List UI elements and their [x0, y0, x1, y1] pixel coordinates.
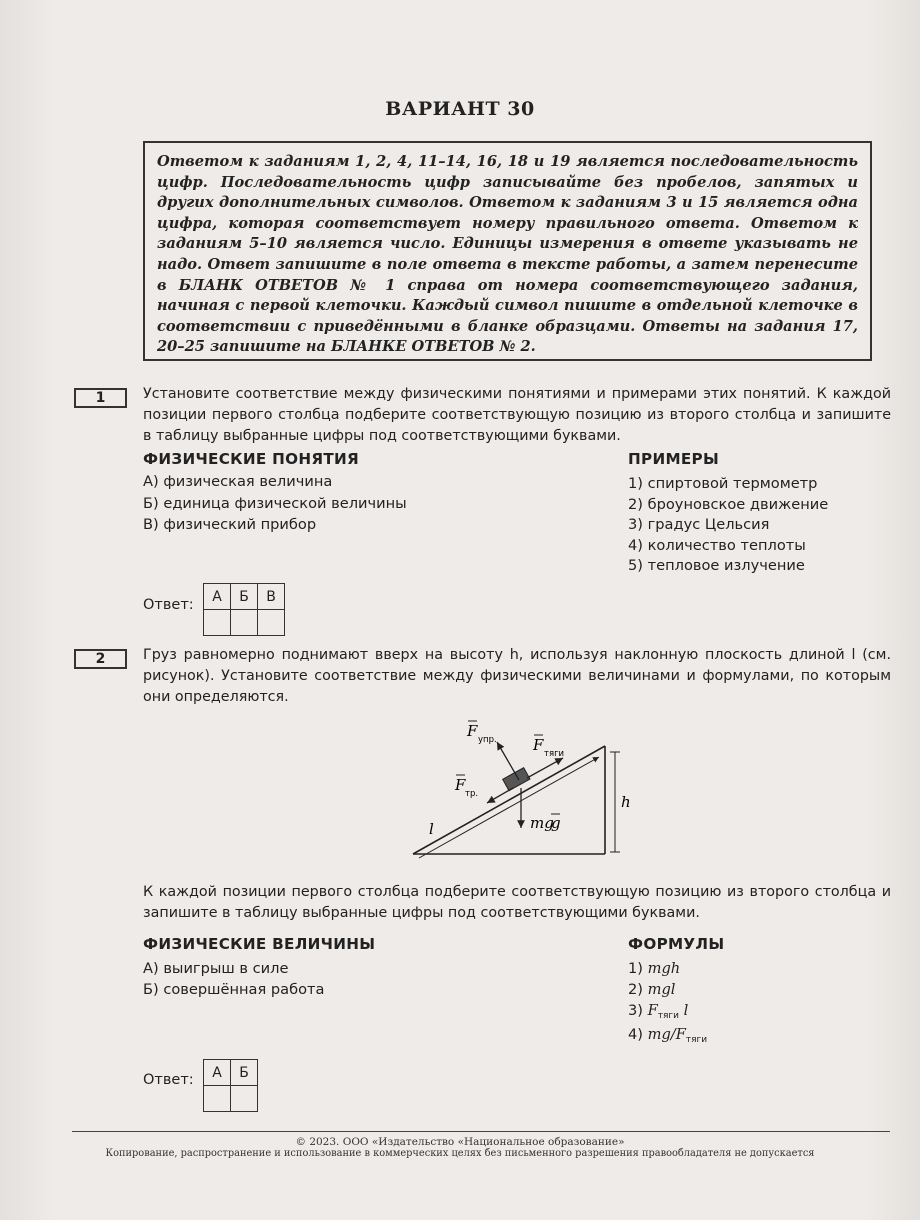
instructions-box: Ответом к заданиям 1, 2, 4, 11–14, 16, 18 и 19 является последовательность цифр. Последовательность цифр записывайте без пробелов, запятых и других дополнительных символов. Ответом к заданиям 3 и 15 является одна цифра, которая соответствует номеру правильного ответа. Ответом к заданиям 5–10 является число. Единицы измерения в ответе указывать не надо. Ответ запишите в поле ответа в тексте работы, а затем перенесите в БЛАНК ОТВЕТОВ № 1 справа от номера соответствующего задания, начиная с первой клеточки. Каждый символ пишите в отдельной клеточке в соответствии с приведёнными в бланке образцами. Ответы на задания 17, 20–25 запишите на БЛАНКЕ ОТВЕТОВ № 2. [143, 141, 872, 361]
variant-title: ВАРИАНТ 30 [385, 98, 535, 120]
label-f-tyagi: F [533, 736, 544, 754]
label-g-vector: g [551, 814, 561, 832]
label-f-upr: F [467, 722, 478, 740]
answer-header-cell: Б [231, 1060, 258, 1086]
normal-force-arrow [497, 742, 519, 780]
task-2-left-heading: ФИЗИЧЕСКИЕ ВЕЛИЧИНЫ [143, 935, 376, 953]
answer-header-cell: В [258, 584, 285, 610]
inclined-plane-figure [395, 712, 640, 862]
task-2-formula-1: 1) mgh [628, 960, 681, 977]
label-mg: mg [530, 814, 554, 832]
task-2-answer-table [203, 1059, 258, 1112]
footer-divider [72, 1131, 890, 1132]
task-1-text: Установите соответствие между физическими понятиями и примерами этих понятий. К каждой позиции первого столбца подберите соответствующую позицию из второго столбца и запишите в таблицу выбранные цифры под соответствующими буквами. [143, 386, 891, 444]
task-1-number: 1 [74, 388, 127, 408]
label-f-tr: F [455, 776, 466, 794]
label-h: h [621, 793, 631, 811]
label-f-tr-sub: тр. [465, 789, 479, 799]
task-1-left-heading: ФИЗИЧЕСКИЕ ПОНЯТИЯ [143, 450, 360, 468]
answer-input-cell[interactable] [231, 610, 258, 636]
task-1-answer-table [203, 583, 285, 636]
task-1-left-item: А) физическая величина [143, 473, 333, 490]
task-2-left-item: А) выигрыш в силе [143, 960, 289, 977]
task-1-right-item: 1) спиртовой термометр [628, 475, 818, 492]
task-2-left-item: Б) совершённая работа [143, 981, 325, 998]
task-1-right-item: 4) количество теплоты [628, 537, 806, 554]
task-2-right-heading: ФОРМУЛЫ [628, 935, 725, 953]
task-2-formula-4: 4) $mg/F_{тяги}$ [628, 1026, 708, 1045]
answer-header-cell: Б [231, 584, 258, 610]
label-f-upr-sub: упр. [478, 735, 497, 745]
task-2-answer-label: Ответ: [143, 1072, 194, 1088]
answer-input-cell[interactable] [204, 1086, 231, 1112]
task-1-left-item: В) физический прибор [143, 516, 317, 533]
task-2-number: 2 [74, 649, 127, 669]
task-2-formula-3: 3) $F_{тяги}$ l [628, 1002, 689, 1021]
task-2-text: Груз равномерно поднимают вверх на высоту h, используя наклонную плоскость длиной l (см. рисунок). Установите соответствие между физическими величинами и формулами, по которым они определяются. [143, 647, 891, 705]
length-arrow [419, 757, 599, 858]
answer-header-cell: А [204, 584, 231, 610]
label-f-tyagi-sub: тяги [544, 749, 565, 759]
task-1-answer-label: Ответ: [143, 597, 194, 613]
label-l: l [429, 820, 434, 838]
task-1-right-item: 2) броуновское движение [628, 496, 829, 513]
traction-force-arrow [527, 758, 563, 778]
answer-input-cell[interactable] [204, 610, 231, 636]
task-2-text-2: К каждой позиции первого столбца подберите соответствующую позицию из второго столбца и запишите в таблицу выбранные цифры под соответствующими буквами. [143, 884, 891, 921]
task-2-formula-2: 2) mgl [628, 981, 676, 998]
answer-input-cell[interactable] [258, 610, 285, 636]
footer-notice: Копирование, распространение и использование в коммерческих целях без письменного разрешения правообладателя не допускается [105, 1148, 815, 1159]
task-1-right-item: 5) тепловое излучение [628, 557, 805, 574]
task-1-right-heading: ПРИМЕРЫ [628, 450, 720, 468]
task-1-left-item: Б) единица физической величины [143, 495, 407, 512]
answer-input-cell[interactable] [231, 1086, 258, 1112]
answer-header-cell: А [204, 1060, 231, 1086]
footer-copyright: © 2023. ООО «Издательство «Национальное образование» [295, 1136, 625, 1148]
load-block [503, 768, 530, 791]
task-1-right-item: 3) градус Цельсия [628, 516, 770, 533]
